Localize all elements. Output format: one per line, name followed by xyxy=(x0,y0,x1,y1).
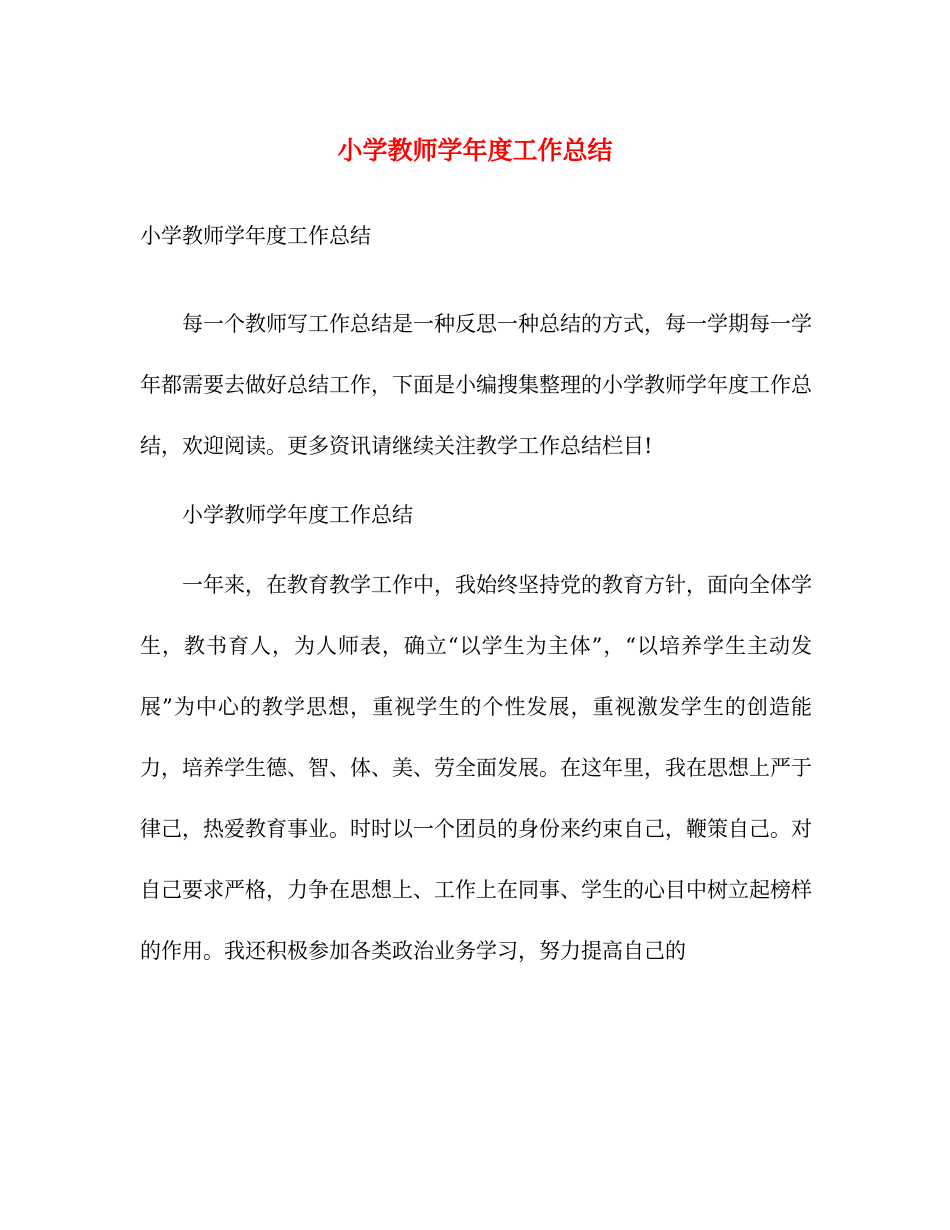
document-subtitle: 小学教师学年度工作总结 xyxy=(140,224,371,248)
intro-paragraph: 每一个教师写工作总结是一种反思一种总结的方式，每一学期每一学年都需要去做好总结工作，下面是小编搜集整理的小学教师学年度工作总结，欢迎阅读。更多资讯请继续关注教学工作总结栏目! xyxy=(140,312,812,458)
section-heading: 小学教师学年度工作总结 xyxy=(182,503,413,527)
document-body xyxy=(140,216,812,982)
document-title: 小学教师学年度工作总结 xyxy=(337,136,613,165)
body-paragraph: 一年来，在教育教学工作中，我始终坚持党的教育方针，面向全体学生，教书育人，为人师表，确立“以学生为主体”，“以培养学生主动发展”为中心的教学思想，重视学生的个性发展，重视激发学生的创造能力，培养学生德、智、体、美、劳全面发展。在这年里，我在思想上严于律己，热爱教育事业。时时以一个团员的身份来约束自己，鞭策自己。对自己要求严格，力争在思想上、工作上在同事、学生的心目中树立起榜样的作用。我还积极参加各类政治业务学习，努力提高自己的 xyxy=(140,573,812,963)
